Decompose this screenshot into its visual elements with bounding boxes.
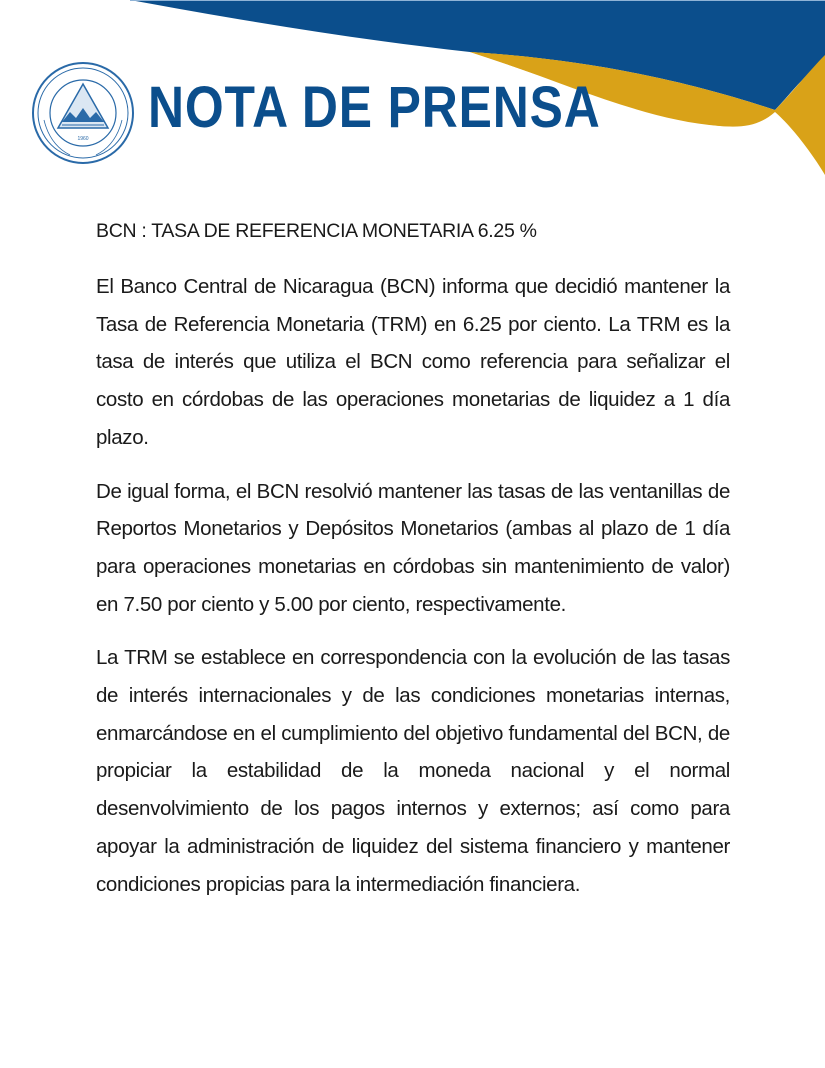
bcn-seal-logo (30, 60, 136, 166)
paragraph-trm-decision: El Banco Central de Nicaragua (BCN) informa que decidió mantener la Tasa de Referencia Monetaria (TRM) en 6.25 por ciento. La TRM es la tasa de interés que utiliza el BCN como referencia para señalizar el costo en córdobas de las operaciones monetarias de liquidez a 1 día plazo. (96, 275, 730, 449)
paragraph-window-rates: De igual forma, el BCN resolvió mantener las tasas de las ventanillas de Reportos Monetarios y Depósitos Monetarios (ambas al plazo de 1 día para operaciones monetarias en córdobas sin mantenimiento de valor) en 7.50 por ciento y 5.00 por ciento, respectivamente. (96, 479, 730, 616)
press-release-body (96, 212, 730, 919)
page-title: NOTA DE PRENSA (148, 75, 601, 140)
press-release-header (0, 0, 825, 190)
paragraph-trm-rationale: La TRM se establece en correspondencia con la evolución de las tasas de interés internacionales y de las condiciones monetarias internas, enmarcándose en el cumplimiento del objetivo fundamental del BCN, de propiciar la estabilidad de la moneda nacional y el normal desenvolvimiento de los pagos internos y externos; así como para apoyar la administración de liquidez del sistema financiero y mantener condiciones propicias para la intermediación financiera. (96, 646, 730, 896)
press-release-headline: BCN : TASA DE REFERENCIA MONETARIA 6.25 % (96, 220, 537, 242)
svg-text:1960: 1960 (77, 136, 89, 142)
